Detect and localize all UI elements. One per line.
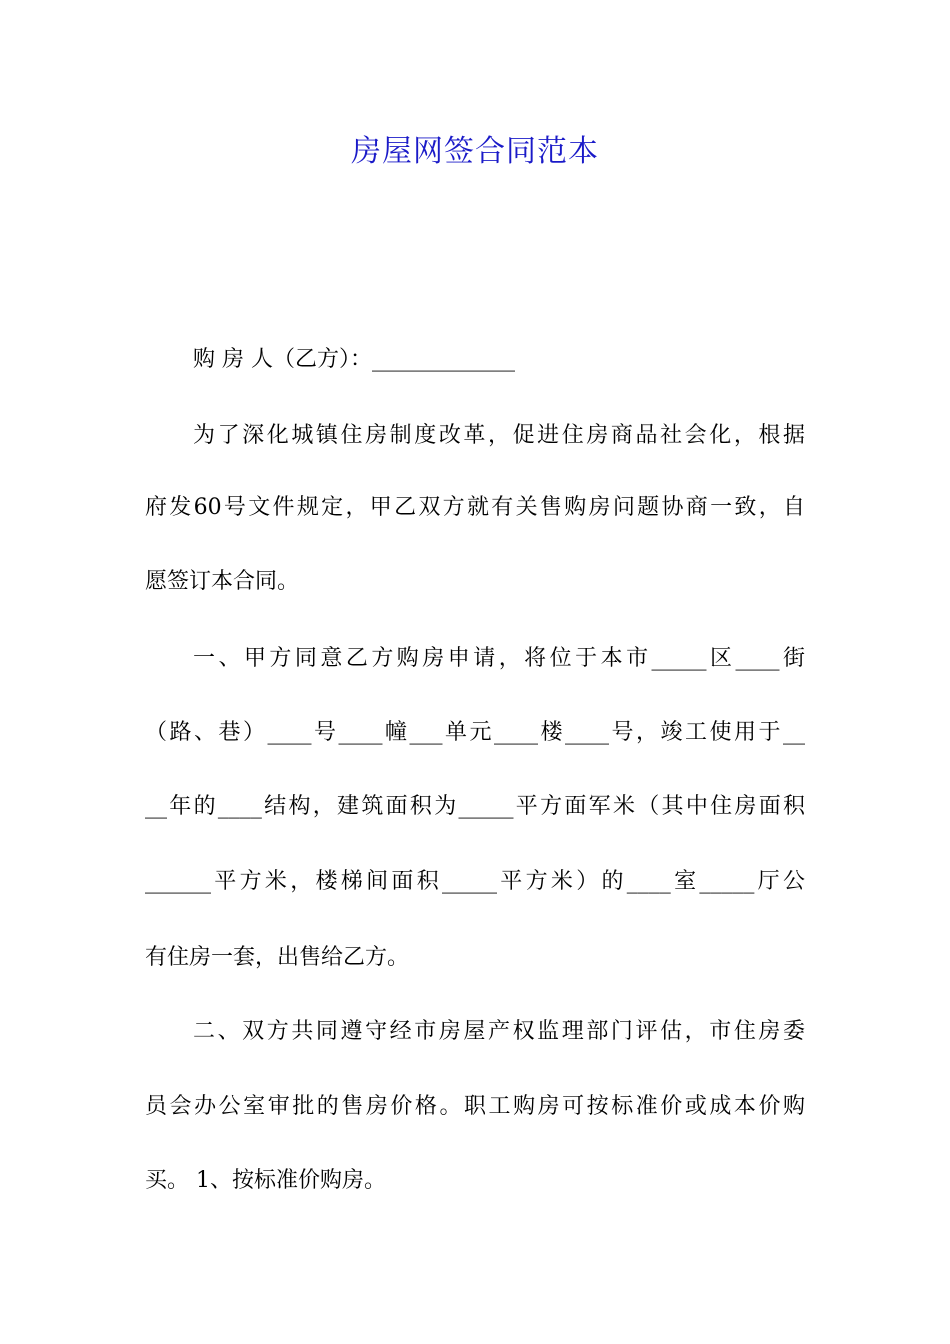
paragraph-line-3: 愿签订本合同。 — [145, 569, 300, 594]
paragraph-line-1: 为了深化城镇住房制度改革，促进住房商品社会化，根据 — [193, 423, 805, 448]
clause-1-line-5: 有住房一套，出售给乙方。 — [145, 945, 410, 970]
paragraph-line-2: 府发60号文件规定，甲乙双方就有关售购房问题协商一致，自 — [145, 495, 805, 520]
buyer-line: 购 房 人（乙方）：_____________ — [193, 347, 515, 372]
document-title: 房屋网签合同范本 — [351, 134, 599, 169]
clause-1-line-3: __年的____结构，建筑面积为_____平方面军米（其中住房面积 — [145, 794, 805, 819]
clause-2-line-3: 买。 1、按标准价购房。 — [145, 1168, 386, 1193]
clause-2-line-1: 二、双方共同遵守经市房屋产权监理部门评估，市住房委 — [193, 1019, 805, 1044]
clause-2-line-2: 员会办公室审批的售房价格。职工购房可按标准价或成本价购 — [145, 1094, 805, 1119]
clause-1-line-1: 一、甲方同意乙方购房申请，将位于本市_____区____街 — [193, 646, 805, 671]
clause-1-line-4: ______平方米，楼梯间面积_____平方米）的____室_____厅公 — [145, 869, 805, 894]
clause-1-line-2: （路、巷）____号____幢___单元____楼____号，竣工使用于__ — [145, 720, 805, 745]
